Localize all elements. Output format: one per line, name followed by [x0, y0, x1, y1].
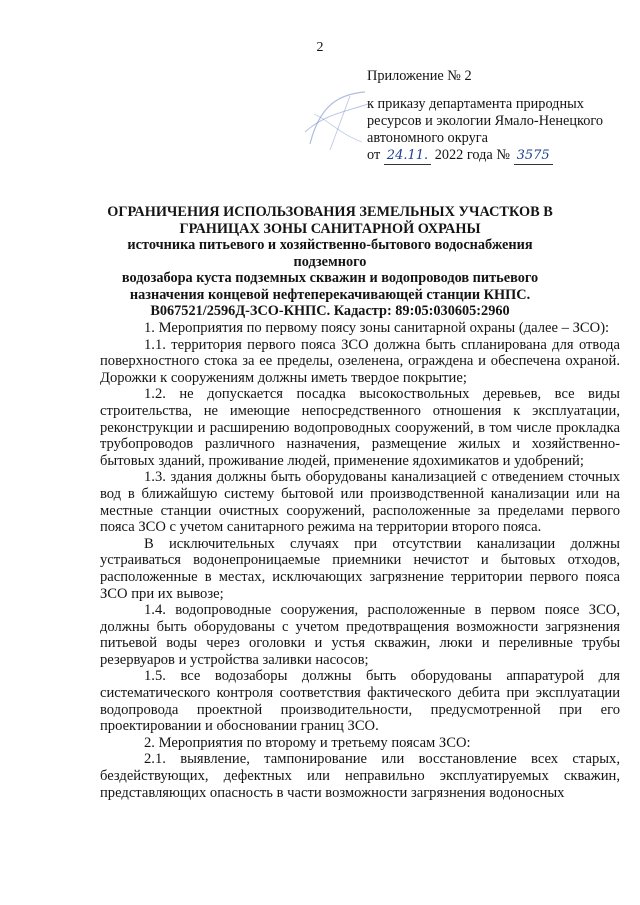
page-number: 2: [316, 40, 324, 55]
heading-line: ОГРАНИЧЕНИЯ ИСПОЛЬЗОВАНИЯ ЗЕМЕЛЬНЫХ УЧАСТКОВ В: [107, 204, 553, 220]
date-suffix: 2022 года №: [434, 147, 510, 163]
date-prefix: от: [367, 147, 381, 163]
appendix-date-line: [367, 147, 617, 165]
heading-line: источника питьевого и хозяйственно-бытового водоснабжения подземного: [127, 237, 533, 270]
paragraph: 1.3. здания должны быть оборудованы канализацией с отведением сточных вод в ближайшую систему бытовой или производственной канализации или на местные станции очистных сооружений, расположенные за пределами первого пояса ЗСО с учетом санитарного режима на территории второго пояса.: [100, 469, 620, 536]
heading-line: В067521/2596Д-ЗСО-КНПС. Кадастр: 89:05:030605:2960: [150, 303, 510, 319]
paragraph: 1.2. не допускается посадка высокоствольных деревьев, все виды строительства, не имеющие непосредственного отношения к эксплуатации, реконструкции и расширению водопроводных сооружений, в том числе прокладка трубопроводов различного назначения, размещение жилых и хозяйственно-бытовых зданий, проживание людей, применение ядохимикатов и удобрений;: [100, 386, 620, 469]
appendix-line: к приказу департамента природных: [367, 96, 584, 112]
paragraph: 1.1. территория первого пояса ЗСО должна быть спланирована для отвода поверхностного стока за ее пределы, озеленена, ограждена и обеспечена охраной. Дорожки к сооружениям должны иметь твердое покрытие;: [100, 336, 620, 386]
paragraph: 1.4. водопроводные сооружения, расположенные в первом поясе ЗСО, должны быть оборудованы с учетом предотвращения возможности загрязнения питьевой воды через оголовки и устья скважин, люки и переливные трубы резервуаров и устройства заливки насосов;: [100, 602, 620, 668]
appendix-block: [367, 68, 617, 165]
document-body: [100, 320, 620, 801]
paragraph: 2. Мероприятия по второму и третьему поясам ЗСО:: [144, 734, 471, 751]
handwritten-order-number: 3575: [514, 147, 553, 165]
appendix-line: ресурсов и экологии Ямало-Ненецкого: [367, 113, 604, 129]
appendix-line: автономного округа: [367, 130, 488, 146]
paragraph: 1.5. все водозаборы должны быть оборудованы аппаратурой для систематического контроля соответствия фактического дебита при эксплуатации водопровода проектной производительности, предусмотренной при его проектировании и обосновании границ ЗСО.: [100, 668, 620, 735]
heading-line: водозабора куста подземных скважин и водопроводов питьевого: [121, 270, 539, 286]
paragraph: 2.1. выявление, тампонирование или восстановление всех старых, бездействующих, дефектных или неправильно эксплуатируемых скважин, представляющих опасность в части возможности загрязнения водоносных: [100, 751, 620, 801]
official-stamp-icon: [300, 84, 370, 154]
handwritten-date: 24.11.: [384, 147, 431, 165]
appendix-title: Приложение № 2: [367, 68, 472, 84]
heading-line: ГРАНИЦАХ ЗОНЫ САНИТАРНОЙ ОХРАНЫ: [179, 220, 481, 237]
paragraph: 1. Мероприятия по первому поясу зоны санитарной охраны (далее – ЗСО):: [144, 320, 610, 336]
paragraph: В исключительных случаях при отсутствии канализации должны устраиваться водонепроницаемые приемники нечистот и бытовых отходов, расположенные в местах, исключающих загрязнение территории первого пояса ЗСО при их вывозе;: [100, 535, 620, 602]
document-heading: [90, 204, 570, 320]
heading-line: назначения концевой нефтеперекачивающей станции КНПС.: [129, 286, 531, 303]
